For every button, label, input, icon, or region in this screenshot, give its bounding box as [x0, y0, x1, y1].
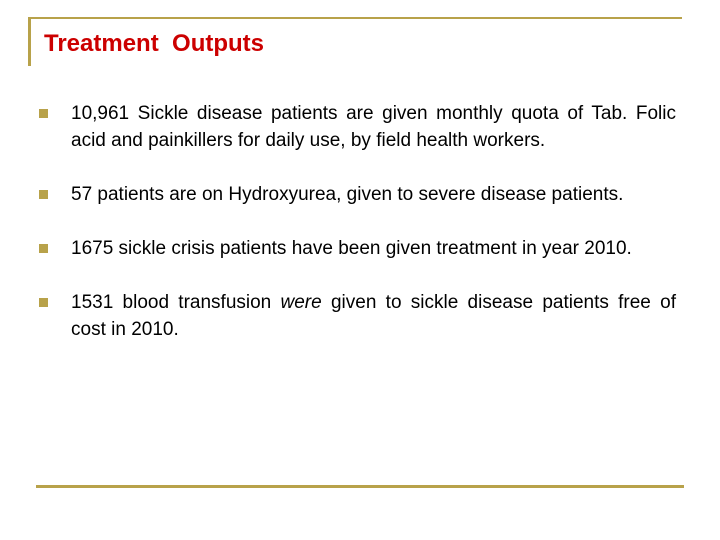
bullet-text-italic: were: [280, 292, 322, 313]
bullet-text: 57 patients are on Hydroxyurea, given to severe disease patients.: [71, 184, 624, 205]
square-bullet-icon: [39, 244, 48, 253]
bullet-list: [36, 100, 676, 370]
bullet-text: 10,961 Sickle disease patients are given monthly quota of Tab. Folic acid and painkillers for daily use, by field health workers.: [71, 103, 676, 151]
bullet-item-crisis-treatment: [36, 235, 676, 262]
bullet-item-folic-acid: [36, 100, 676, 154]
square-bullet-icon: [39, 190, 48, 199]
title-rule-vertical: [28, 17, 31, 66]
bullet-text: [71, 292, 676, 340]
square-bullet-icon: [39, 109, 48, 118]
bullet-item-hydroxyurea: [36, 181, 676, 208]
bullet-text: 1675 sickle crisis patients have been given treatment in year 2010.: [71, 238, 632, 259]
square-bullet-icon: [39, 298, 48, 307]
bullet-item-blood-transfusion: [36, 289, 676, 343]
title-rule-top: [28, 17, 682, 19]
slide-title: Treatment Outputs: [44, 30, 265, 57]
bullet-text-start: 1531 blood transfusion: [71, 292, 281, 313]
bottom-rule: [36, 485, 684, 488]
bullet-text-end: given to sickle disease patients free of cost in 2010.: [71, 292, 676, 340]
